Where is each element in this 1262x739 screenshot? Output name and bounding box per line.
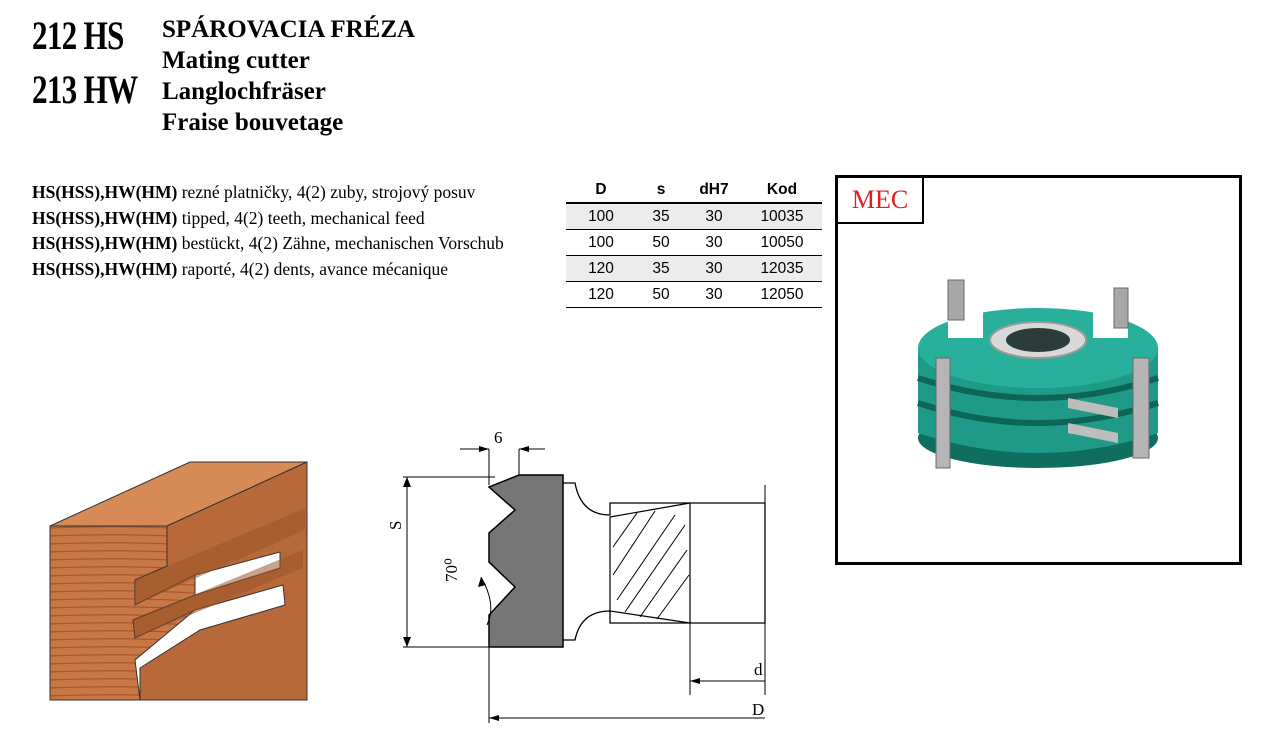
title-german: Langlochfräser [162,78,326,105]
title-block [162,14,415,138]
title-english: Mating cutter [162,47,310,74]
description-french: HS(HSS),HW(HM) raporté, 4(2) dents, avance mécanique [32,258,448,279]
description-block [32,180,552,282]
product-code-hw: 213 HW [32,67,138,112]
cell: 12035 [742,256,822,282]
description-slovak: HS(HSS),HW(HM) rezné platničky, 4(2) zuby, strojový posuv [32,182,476,202]
cell: 50 [636,230,686,256]
brand-logo: MEC [838,178,924,224]
spec-table [566,177,822,308]
table-header-row [566,177,822,203]
product-code-hs: 212 HS [32,13,124,58]
cutter-photo-image [888,258,1188,488]
cell: 100 [566,203,636,230]
table-row [566,230,822,256]
description-english: HS(HSS),HW(HM) tipped, 4(2) teeth, mechanical feed [32,207,425,228]
header-d: D [566,177,636,203]
table-row [566,256,822,282]
header-kod: Kod [742,177,822,203]
cell: 100 [566,230,636,256]
dimension-diameter-label: D [752,700,765,719]
table-row [566,203,822,230]
cell: 10035 [742,203,822,230]
description-german: HS(HSS),HW(HM) bestückt, 4(2) Zähne, mechanischen Vorschub [32,233,504,253]
wood-profile-illustration [45,460,375,705]
cell: 35 [636,256,686,282]
title-slovak: SPÁROVACIA FRÉZA [162,16,416,43]
dimension-bore-label: d [754,660,763,679]
product-photo-frame [835,175,1242,565]
dimension-s-label: S [386,520,405,530]
dimension-width-label: 6 [494,428,503,447]
cell: 30 [686,256,742,282]
cell: 12050 [742,282,822,308]
cell: 120 [566,282,636,308]
header-dh7: dH7 [686,177,742,203]
angle-label: 70⁰ [442,558,461,582]
cell: 30 [686,203,742,230]
cell: 50 [636,282,686,308]
cell: 10050 [742,230,822,256]
cell: 35 [636,203,686,230]
cell: 30 [686,230,742,256]
title-french: Fraise bouvetage [162,109,344,136]
header-s: s [636,177,686,203]
cell: 120 [566,256,636,282]
cell: 30 [686,282,742,308]
table-row [566,282,822,308]
